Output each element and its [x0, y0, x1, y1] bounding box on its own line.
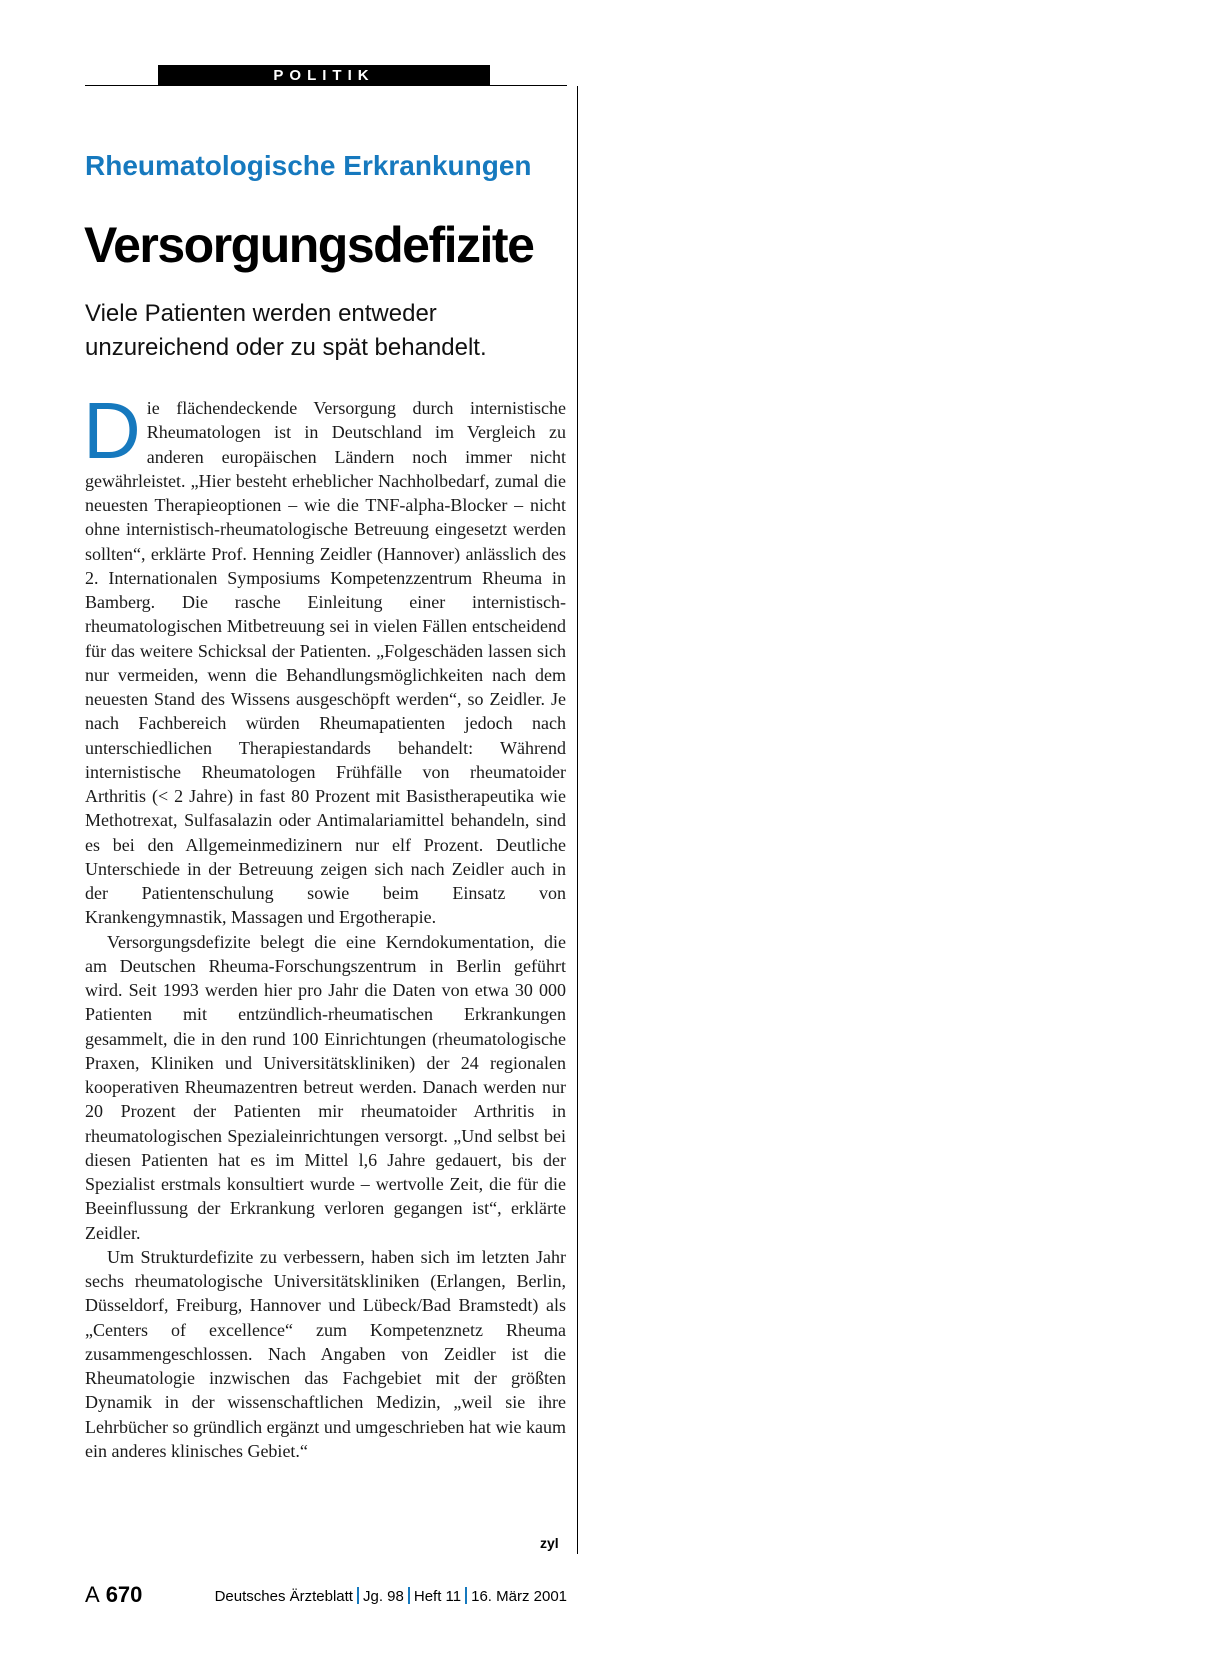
journal-name: Deutsches Ärzteblatt [214, 1588, 353, 1605]
article-headline: Versorgungsdefizite [84, 217, 534, 273]
separator [408, 1587, 410, 1604]
journal-volume: Jg. 98 [362, 1588, 404, 1605]
paragraph-1-text: ie flächendeckende Versorgung durch internistische Rheumatologen ist in Deutschland im Vergleich zu anderen europäischen Ländern noch immer nicht gewährleistet. „Hier besteht erheblicher Nachholbedarf, zumal die neuesten Therapieoptionen – wie die TNF-alpha-Blocker – nicht ohne internistisch-rheumatologische Betreuung eingesetzt werden sollten“, erklärte Prof. Henning Zeidler (Hannover) anlässlich des 2. Internationalen Symposiums Kompetenzzentrum Rheuma in Bamberg. Die rasche Einleitung einer internistisch-rheumatologischen Mitbetreuung sei in vielen Fällen entscheidend für das weitere Schicksal der Patienten. „Folgeschäden lassen sich nur vermeiden, wenn die Behandlungsmöglichkeiten nach dem neuesten Stand des Wissens ausgeschöpft werden“, so Zeidler. Je nach Fachbereich würden Rheumapatienten jedoch nach unterschiedlichen Therapiestandards behandelt: Während internistische Rheumatologen Frühfälle von rheumatoider Arthritis (< 2 Jahre) in fast 80 Prozent mit Basistherapeutika wie Methotrexat, Sulfasalazin oder Antimalariamittel behandeln, sind es bei den Allgemeinmedizinern nur elf Prozent. Deutliche Unterschiede in der Betreuung zeigen sich nach Zeidler auch in der Patientenschulung sowie beim Einsatz von Krankengymnastik, Massagen und Ergotherapie. [85, 398, 566, 928]
drop-cap: D [83, 386, 141, 475]
paragraph-2: Versorgungsdefizite belegt die eine Kerndokumentation, die am Deutschen Rheuma-Forschungszentrum in Berlin geführt wird. Seit 1993 werden hier pro Jahr die Daten von etwa 30 000 Patienten mit entzündlich-rheumatischen Erkrankungen gesammelt, die in den rund 100 Einrichtungen (rheumatologische Praxen, Kliniken und Universitätskliniken) der 24 regionalen kooperativen Rheumazentren betreut werden. Danach werden nur 20 Prozent der Patienten mir rheumatoider Arthritis in rheumatologischen Spezialeinrichtungen versorgt. „Und selbst bei diesen Patienten hat es im Mittel l,6 Jahre gedauert, bis der Spezialist erstmals konsultiert wurde – wertvolle Zeit, die für die Beeinflussung der Erkrankung verloren gegangen ist“, erklärte Zeidler. [85, 931, 566, 1243]
journal-info [215, 1587, 567, 1605]
separator [357, 1587, 359, 1604]
page-footer [85, 1582, 567, 1610]
separator [465, 1587, 467, 1604]
page-prefix: A [85, 1582, 100, 1607]
top-rule [85, 85, 567, 86]
section-label: POLITIK [158, 65, 490, 86]
journal-date: 16. März 2001 [471, 1588, 567, 1605]
page-number-value: 670 [105, 1582, 143, 1607]
article-kicker: Rheumatologische Erkrankungen [85, 150, 532, 181]
journal-issue: Heft 11 [413, 1588, 462, 1605]
article-subhead: Viele Patienten werden entweder unzureichend oder zu spät behandelt. [85, 300, 487, 361]
column-rule [577, 86, 578, 1554]
page-number [85, 1582, 142, 1608]
author-initials: zyl [540, 1535, 559, 1551]
paragraph-1 [83, 386, 566, 930]
paragraph-3: Um Strukturdefizite zu verbessern, haben sich im letzten Jahr sechs rheumatologische Universitätskliniken (Erlangen, Berlin, Düsseldorf, Freiburg, Hannover und Lübeck/Bad Bramstedt) als „Centers of excellence“ zum Kompetenznetz Rheuma zusammengeschlossen. Nach Angaben von Zeidler ist die Rheumatologie inzwischen das Fachgebiet mit der größten Dynamik in der wissenschaftlichen Medizin, „weil sie ihre Lehrbücher so gründlich ergänzt und umgeschrieben hat wie kaum ein anderes klinisches Gebiet.“ [85, 1246, 566, 1461]
article-body [83, 386, 566, 1463]
